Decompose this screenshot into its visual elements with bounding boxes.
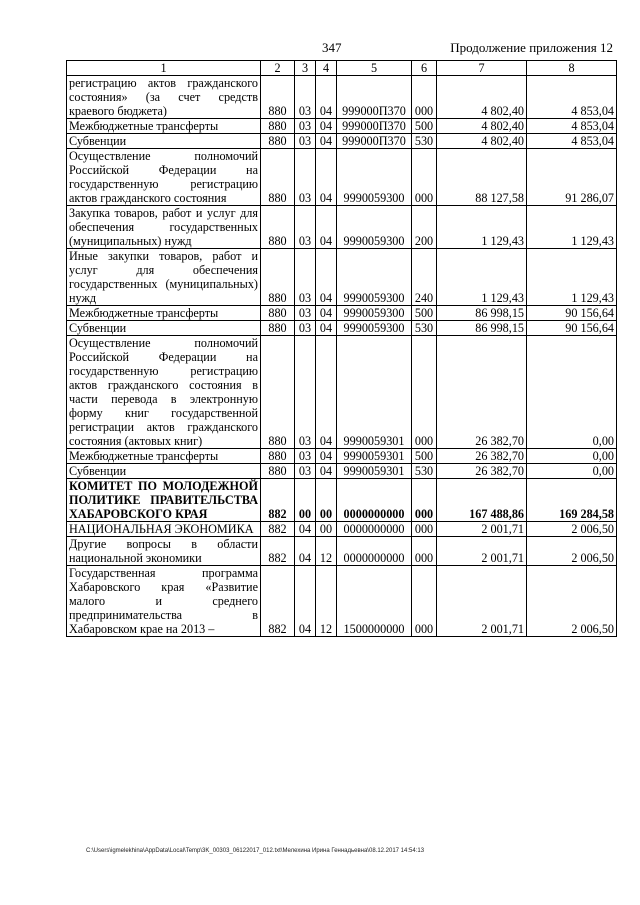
- section-code-cell: 03: [295, 206, 316, 249]
- amount-2019-cell: 2 006,50: [527, 537, 617, 566]
- section-code-cell: 00: [295, 479, 316, 522]
- table-row: [67, 321, 617, 336]
- row-name-cell: Субвенции: [67, 134, 261, 149]
- column-header: 2: [261, 61, 295, 76]
- target-code-cell: 999000П370: [337, 134, 412, 149]
- row-name-cell: Закупка товаров, работ и услуг для обеспечения государственных (муниципальных) нужд: [67, 206, 261, 249]
- amount-2019-cell: 169 284,58: [527, 479, 617, 522]
- row-name-cell: Субвенции: [67, 464, 261, 479]
- table-row: [67, 464, 617, 479]
- expense-type-cell: 000: [412, 479, 437, 522]
- row-name-cell: Государственная программа Хабаровского края «Развитие малого и среднего предпринимательства в Хабаровском крае на 2013 –: [67, 566, 261, 637]
- row-name-cell: регистрацию актов гражданского состояния» (за счет средств краевого бюджета): [67, 76, 261, 119]
- subsection-code-cell: 00: [316, 522, 337, 537]
- subsection-code-cell: 12: [316, 537, 337, 566]
- section-code-cell: 03: [295, 449, 316, 464]
- column-header: 7: [437, 61, 527, 76]
- budget-table: [66, 60, 617, 637]
- amount-2018-cell: 1 129,43: [437, 249, 527, 306]
- amount-2019-cell: 4 853,04: [527, 76, 617, 119]
- subsection-code-cell: 04: [316, 119, 337, 134]
- amount-2018-cell: 26 382,70: [437, 464, 527, 479]
- expense-type-cell: 500: [412, 306, 437, 321]
- subsection-code-cell: 04: [316, 321, 337, 336]
- admin-code-cell: 880: [261, 336, 295, 449]
- section-code-cell: 03: [295, 249, 316, 306]
- continuation-title: Продолжение приложения 12: [450, 40, 613, 55]
- amount-2018-cell: 167 488,86: [437, 479, 527, 522]
- table-row: [67, 149, 617, 206]
- table-row: [67, 479, 617, 522]
- section-code-cell: 03: [295, 464, 316, 479]
- column-header: 1: [67, 61, 261, 76]
- amount-2018-cell: 4 802,40: [437, 134, 527, 149]
- target-code-cell: 0000000000: [337, 537, 412, 566]
- row-name-cell: Субвенции: [67, 321, 261, 336]
- target-code-cell: 999000П370: [337, 76, 412, 119]
- amount-2019-cell: 2 006,50: [527, 522, 617, 537]
- amount-2019-cell: 0,00: [527, 336, 617, 449]
- column-header: 6: [412, 61, 437, 76]
- row-name-cell: КОМИТЕТ ПО МОЛОДЕЖНОЙ ПОЛИТИКЕ ПРАВИТЕЛЬСТВА ХАБАРОВСКОГО КРАЯ: [67, 479, 261, 522]
- subsection-code-cell: 12: [316, 566, 337, 637]
- amount-2019-cell: 91 286,07: [527, 149, 617, 206]
- table-row: [67, 206, 617, 249]
- amount-2018-cell: 1 129,43: [437, 206, 527, 249]
- subsection-code-cell: 00: [316, 479, 337, 522]
- target-code-cell: 1500000000: [337, 566, 412, 637]
- target-code-cell: 9990059300: [337, 321, 412, 336]
- admin-code-cell: 882: [261, 537, 295, 566]
- target-code-cell: 9990059300: [337, 206, 412, 249]
- expense-type-cell: 000: [412, 522, 437, 537]
- table-row: [67, 566, 617, 637]
- admin-code-cell: 880: [261, 449, 295, 464]
- section-code-cell: 03: [295, 134, 316, 149]
- admin-code-cell: 880: [261, 206, 295, 249]
- admin-code-cell: 880: [261, 464, 295, 479]
- expense-type-cell: 000: [412, 336, 437, 449]
- table-row: [67, 449, 617, 464]
- row-name-cell: НАЦИОНАЛЬНАЯ ЭКОНОМИКА: [67, 522, 261, 537]
- amount-2019-cell: 90 156,64: [527, 321, 617, 336]
- row-name-cell: Межбюджетные трансферты: [67, 119, 261, 134]
- admin-code-cell: 882: [261, 566, 295, 637]
- section-code-cell: 03: [295, 336, 316, 449]
- section-code-cell: 03: [295, 119, 316, 134]
- admin-code-cell: 882: [261, 479, 295, 522]
- amount-2019-cell: 4 853,04: [527, 134, 617, 149]
- expense-type-cell: 530: [412, 464, 437, 479]
- amount-2018-cell: 86 998,15: [437, 321, 527, 336]
- table-header-row: [67, 61, 617, 76]
- amount-2019-cell: 0,00: [527, 464, 617, 479]
- expense-type-cell: 500: [412, 119, 437, 134]
- target-code-cell: 9990059300: [337, 249, 412, 306]
- expense-type-cell: 530: [412, 321, 437, 336]
- table-row: [67, 537, 617, 566]
- target-code-cell: 9990059301: [337, 336, 412, 449]
- admin-code-cell: 880: [261, 149, 295, 206]
- column-header: 3: [295, 61, 316, 76]
- amount-2019-cell: 1 129,43: [527, 206, 617, 249]
- table-row: [67, 134, 617, 149]
- table-row: [67, 336, 617, 449]
- target-code-cell: 9990059300: [337, 149, 412, 206]
- target-code-cell: 9990059300: [337, 306, 412, 321]
- file-path-footer: C:\Users\igmelekhina\AppData\Local\Temp\3K_00303_06122017_012.txt\Мелехина Ирина Геннадьевна\08.12.2017 14:54:13: [86, 848, 425, 854]
- target-code-cell: 9990059301: [337, 449, 412, 464]
- table-row: [67, 522, 617, 537]
- section-code-cell: 04: [295, 566, 316, 637]
- admin-code-cell: 880: [261, 76, 295, 119]
- expense-type-cell: 000: [412, 76, 437, 119]
- subsection-code-cell: 04: [316, 149, 337, 206]
- admin-code-cell: 880: [261, 321, 295, 336]
- admin-code-cell: 880: [261, 134, 295, 149]
- section-code-cell: 03: [295, 149, 316, 206]
- subsection-code-cell: 04: [316, 306, 337, 321]
- subsection-code-cell: 04: [316, 449, 337, 464]
- table-row: [67, 76, 617, 119]
- table-row: [67, 249, 617, 306]
- amount-2018-cell: 26 382,70: [437, 449, 527, 464]
- amount-2019-cell: 1 129,43: [527, 249, 617, 306]
- expense-type-cell: 000: [412, 537, 437, 566]
- row-name-cell: Иные закупки товаров, работ и услуг для обеспечения государственных (муниципальных) нужд: [67, 249, 261, 306]
- expense-type-cell: 530: [412, 134, 437, 149]
- section-code-cell: 03: [295, 306, 316, 321]
- subsection-code-cell: 04: [316, 134, 337, 149]
- subsection-code-cell: 04: [316, 336, 337, 449]
- admin-code-cell: 882: [261, 522, 295, 537]
- row-name-cell: Межбюджетные трансферты: [67, 306, 261, 321]
- subsection-code-cell: 04: [316, 76, 337, 119]
- amount-2018-cell: 26 382,70: [437, 336, 527, 449]
- amount-2019-cell: 90 156,64: [527, 306, 617, 321]
- target-code-cell: 0000000000: [337, 522, 412, 537]
- page-number: 347: [322, 40, 342, 55]
- subsection-code-cell: 04: [316, 249, 337, 306]
- target-code-cell: 9990059301: [337, 464, 412, 479]
- amount-2018-cell: 2 001,71: [437, 522, 527, 537]
- amount-2018-cell: 4 802,40: [437, 119, 527, 134]
- section-code-cell: 04: [295, 522, 316, 537]
- subsection-code-cell: 04: [316, 464, 337, 479]
- expense-type-cell: 240: [412, 249, 437, 306]
- column-header: 8: [527, 61, 617, 76]
- table-row: [67, 119, 617, 134]
- target-code-cell: 999000П370: [337, 119, 412, 134]
- section-code-cell: 04: [295, 537, 316, 566]
- subsection-code-cell: 04: [316, 206, 337, 249]
- amount-2018-cell: 4 802,40: [437, 76, 527, 119]
- expense-type-cell: 000: [412, 566, 437, 637]
- row-name-cell: Межбюджетные трансферты: [67, 449, 261, 464]
- table-row: [67, 306, 617, 321]
- column-header: 5: [337, 61, 412, 76]
- amount-2018-cell: 2 001,71: [437, 566, 527, 637]
- amount-2019-cell: 4 853,04: [527, 119, 617, 134]
- amount-2019-cell: 0,00: [527, 449, 617, 464]
- row-name-cell: Осуществление полномочий Российской Федерации на государственную регистрацию актов гражданского состояния: [67, 149, 261, 206]
- amount-2019-cell: 2 006,50: [527, 566, 617, 637]
- admin-code-cell: 880: [261, 119, 295, 134]
- target-code-cell: 0000000000: [337, 479, 412, 522]
- admin-code-cell: 880: [261, 306, 295, 321]
- amount-2018-cell: 88 127,58: [437, 149, 527, 206]
- row-name-cell: Осуществление полномочий Российской Федерации на государственную регистрацию актов гражданского состояния в части перевода в электронную форму книг государственной регистрации актов гражданского состояния (актовых книг): [67, 336, 261, 449]
- expense-type-cell: 500: [412, 449, 437, 464]
- row-name-cell: Другие вопросы в области национальной экономики: [67, 537, 261, 566]
- amount-2018-cell: 2 001,71: [437, 537, 527, 566]
- expense-type-cell: 200: [412, 206, 437, 249]
- amount-2018-cell: 86 998,15: [437, 306, 527, 321]
- admin-code-cell: 880: [261, 249, 295, 306]
- section-code-cell: 03: [295, 321, 316, 336]
- column-header: 4: [316, 61, 337, 76]
- expense-type-cell: 000: [412, 149, 437, 206]
- section-code-cell: 03: [295, 76, 316, 119]
